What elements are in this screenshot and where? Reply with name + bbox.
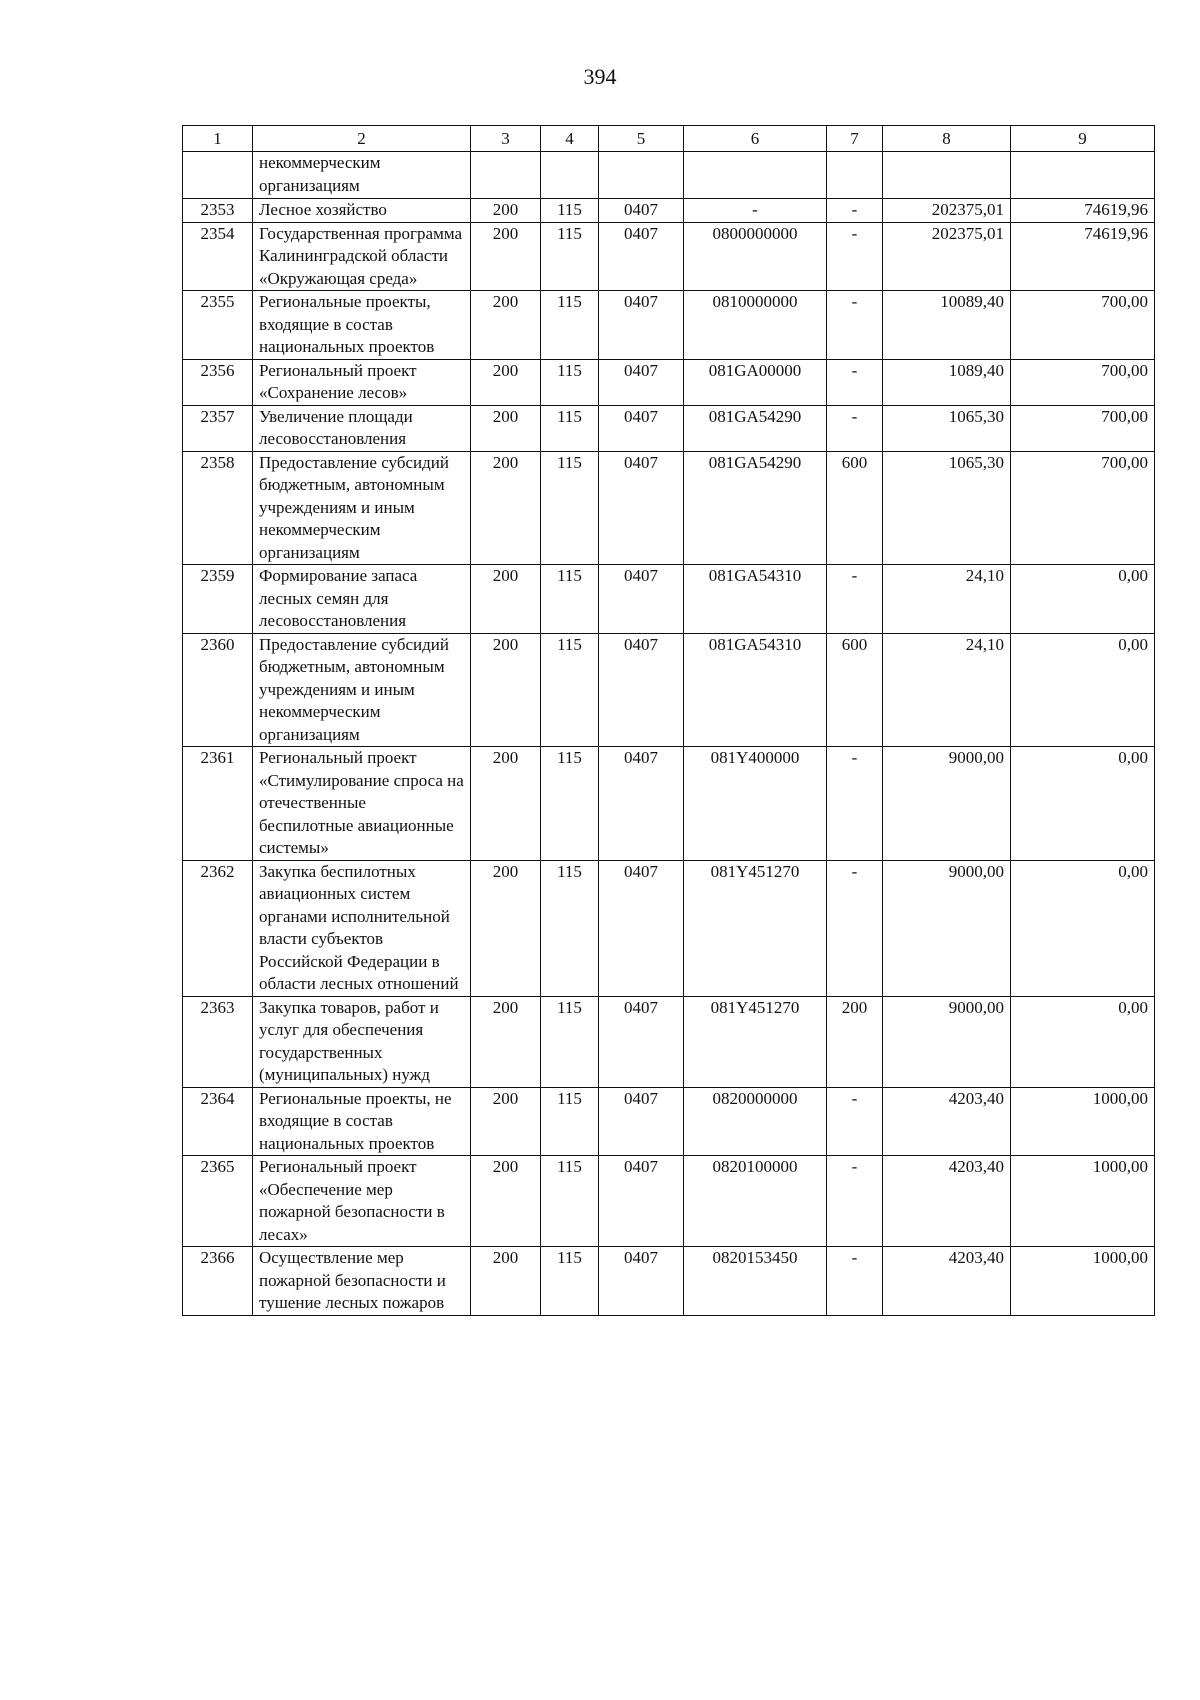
row-col4-cell: 115 [541, 405, 599, 451]
row-col6-cell: 081GA54290 [684, 451, 827, 565]
row-col5-cell: 0407 [599, 451, 684, 565]
row-col5-cell: 0407 [599, 359, 684, 405]
row-col3-cell: 200 [471, 1087, 541, 1156]
row-col5-cell: 0407 [599, 747, 684, 861]
row-col6-cell: 081Y451270 [684, 860, 827, 996]
row-col5-cell: 0407 [599, 1247, 684, 1316]
table-row [183, 291, 1155, 360]
row-description-cell: Государственная программа Калининградской области «Окружающая среда» [253, 222, 471, 291]
table-row [183, 1247, 1155, 1316]
row-col4-cell: 115 [541, 1156, 599, 1247]
row-description-cell: Закупка товаров, работ и услуг для обеспечения государственных (муниципальных) нужд [253, 996, 471, 1087]
page-number: 394 [583, 64, 617, 89]
row-col7-cell [827, 152, 883, 199]
row-col3-cell: 200 [471, 747, 541, 861]
row-number-cell: 2357 [183, 405, 253, 451]
row-col6-cell: - [684, 199, 827, 223]
row-col5-cell: 0407 [599, 1156, 684, 1247]
row-col7-cell: - [827, 1087, 883, 1156]
row-col8-cell: 1065,30 [883, 405, 1011, 451]
row-col8-cell [883, 152, 1011, 199]
row-col4-cell [541, 152, 599, 199]
row-col5-cell: 0407 [599, 291, 684, 360]
row-description-cell: Осуществление мер пожарной безопасности и тушение лесных пожаров [253, 1247, 471, 1316]
row-description-cell: Предоставление субсидий бюджетным, автономным учреждениям и иным некоммерческим организациям [253, 451, 471, 565]
row-col9-cell: 700,00 [1011, 291, 1155, 360]
row-col8-cell: 10089,40 [883, 291, 1011, 360]
row-number-cell [183, 152, 253, 199]
row-col7-cell: 200 [827, 996, 883, 1087]
row-number-cell: 2366 [183, 1247, 253, 1316]
row-col7-cell: 600 [827, 633, 883, 747]
row-col9-cell: 0,00 [1011, 633, 1155, 747]
row-col4-cell: 115 [541, 747, 599, 861]
row-col7-cell: - [827, 860, 883, 996]
header-cell-5: 5 [599, 126, 684, 152]
row-col5-cell [599, 152, 684, 199]
row-col3-cell [471, 152, 541, 199]
row-col4-cell: 115 [541, 860, 599, 996]
row-col4-cell: 115 [541, 359, 599, 405]
row-number-cell: 2365 [183, 1156, 253, 1247]
header-cell-3: 3 [471, 126, 541, 152]
table-row [183, 1156, 1155, 1247]
table-row [183, 222, 1155, 291]
row-number-cell: 2356 [183, 359, 253, 405]
row-number-cell: 2353 [183, 199, 253, 223]
row-col4-cell: 115 [541, 1087, 599, 1156]
row-col3-cell: 200 [471, 291, 541, 360]
row-number-cell: 2363 [183, 996, 253, 1087]
row-description-cell: Региональные проекты, входящие в состав национальных проектов [253, 291, 471, 360]
row-col6-cell: 081GA54310 [684, 633, 827, 747]
row-col7-cell: 600 [827, 451, 883, 565]
row-col9-cell: 700,00 [1011, 451, 1155, 565]
table-row [183, 996, 1155, 1087]
table-header-row [183, 126, 1155, 152]
row-col6-cell: 0810000000 [684, 291, 827, 360]
row-col8-cell: 24,10 [883, 633, 1011, 747]
table-row [183, 199, 1155, 223]
row-col6-cell: 0820153450 [684, 1247, 827, 1316]
row-col9-cell: 1000,00 [1011, 1156, 1155, 1247]
row-col3-cell: 200 [471, 222, 541, 291]
row-col5-cell: 0407 [599, 565, 684, 634]
row-col9-cell: 0,00 [1011, 860, 1155, 996]
header-cell-4: 4 [541, 126, 599, 152]
row-description-cell: Лесное хозяйство [253, 199, 471, 223]
row-col5-cell: 0407 [599, 405, 684, 451]
continuation-row [183, 152, 1155, 199]
row-col3-cell: 200 [471, 633, 541, 747]
row-description-cell: Региональный проект «Сохранение лесов» [253, 359, 471, 405]
row-number-cell: 2361 [183, 747, 253, 861]
row-col4-cell: 115 [541, 451, 599, 565]
row-col7-cell: - [827, 222, 883, 291]
row-col9-cell: 700,00 [1011, 359, 1155, 405]
row-number-cell: 2358 [183, 451, 253, 565]
header-cell-1: 1 [183, 126, 253, 152]
row-col6-cell: 0820000000 [684, 1087, 827, 1156]
row-col3-cell: 200 [471, 199, 541, 223]
row-col5-cell: 0407 [599, 633, 684, 747]
row-col5-cell: 0407 [599, 860, 684, 996]
row-col6-cell: 081GA00000 [684, 359, 827, 405]
row-number-cell: 2355 [183, 291, 253, 360]
row-col8-cell: 4203,40 [883, 1247, 1011, 1316]
table-row [183, 1087, 1155, 1156]
row-col7-cell: - [827, 405, 883, 451]
row-col8-cell: 9000,00 [883, 996, 1011, 1087]
row-col9-cell: 74619,96 [1011, 222, 1155, 291]
row-col8-cell: 4203,40 [883, 1156, 1011, 1247]
row-col3-cell: 200 [471, 565, 541, 634]
row-col6-cell: 081Y451270 [684, 996, 827, 1087]
row-col6-cell: 081Y400000 [684, 747, 827, 861]
row-number-cell: 2360 [183, 633, 253, 747]
row-col5-cell: 0407 [599, 996, 684, 1087]
row-col9-cell [1011, 152, 1155, 199]
row-col7-cell: - [827, 565, 883, 634]
row-col5-cell: 0407 [599, 1087, 684, 1156]
row-col4-cell: 115 [541, 1247, 599, 1316]
row-description-cell: некоммерческим организациям [253, 152, 471, 199]
row-col3-cell: 200 [471, 860, 541, 996]
row-col8-cell: 24,10 [883, 565, 1011, 634]
row-number-cell: 2364 [183, 1087, 253, 1156]
row-col7-cell: - [827, 1156, 883, 1247]
row-col4-cell: 115 [541, 222, 599, 291]
header-cell-6: 6 [684, 126, 827, 152]
row-col3-cell: 200 [471, 359, 541, 405]
row-description-cell: Закупка беспилотных авиационных систем органами исполнительной власти субъектов Российской Федерации в области лесных отношений [253, 860, 471, 996]
row-col9-cell: 700,00 [1011, 405, 1155, 451]
row-col4-cell: 115 [541, 996, 599, 1087]
row-col7-cell: - [827, 199, 883, 223]
row-col9-cell: 1000,00 [1011, 1087, 1155, 1156]
table-row [183, 633, 1155, 747]
row-col8-cell: 4203,40 [883, 1087, 1011, 1156]
row-col9-cell: 0,00 [1011, 565, 1155, 634]
table-row [183, 747, 1155, 861]
row-number-cell: 2362 [183, 860, 253, 996]
row-col4-cell: 115 [541, 633, 599, 747]
row-col8-cell: 202375,01 [883, 199, 1011, 223]
row-col8-cell: 1089,40 [883, 359, 1011, 405]
row-col8-cell: 9000,00 [883, 747, 1011, 861]
row-col3-cell: 200 [471, 1247, 541, 1316]
row-col9-cell: 1000,00 [1011, 1247, 1155, 1316]
row-col3-cell: 200 [471, 1156, 541, 1247]
row-description-cell: Региональный проект «Стимулирование спроса на отечественные беспилотные авиационные системы» [253, 747, 471, 861]
row-col9-cell: 0,00 [1011, 996, 1155, 1087]
budget-table [182, 125, 1155, 1316]
header-cell-8: 8 [883, 126, 1011, 152]
row-col4-cell: 115 [541, 565, 599, 634]
row-col6-cell: 081GA54290 [684, 405, 827, 451]
row-col6-cell: 081GA54310 [684, 565, 827, 634]
row-col9-cell: 0,00 [1011, 747, 1155, 861]
row-col3-cell: 200 [471, 451, 541, 565]
row-col9-cell: 74619,96 [1011, 199, 1155, 223]
table-row [183, 359, 1155, 405]
row-description-cell: Увеличение площади лесовосстановления [253, 405, 471, 451]
header-cell-9: 9 [1011, 126, 1155, 152]
row-description-cell: Предоставление субсидий бюджетным, автономным учреждениям и иным некоммерческим организациям [253, 633, 471, 747]
table-row [183, 451, 1155, 565]
row-col4-cell: 115 [541, 291, 599, 360]
row-col7-cell: - [827, 359, 883, 405]
header-cell-2: 2 [253, 126, 471, 152]
row-col3-cell: 200 [471, 405, 541, 451]
row-col7-cell: - [827, 291, 883, 360]
header-cell-7: 7 [827, 126, 883, 152]
row-col8-cell: 9000,00 [883, 860, 1011, 996]
row-description-cell: Формирование запаса лесных семян для лесовосстановления [253, 565, 471, 634]
row-col7-cell: - [827, 747, 883, 861]
table-row [183, 405, 1155, 451]
row-col8-cell: 1065,30 [883, 451, 1011, 565]
row-col3-cell: 200 [471, 996, 541, 1087]
row-col7-cell: - [827, 1247, 883, 1316]
row-col5-cell: 0407 [599, 222, 684, 291]
row-description-cell: Региональные проекты, не входящие в состав национальных проектов [253, 1087, 471, 1156]
table-row [183, 565, 1155, 634]
row-description-cell: Региональный проект «Обеспечение мер пожарной безопасности в лесах» [253, 1156, 471, 1247]
row-col6-cell [684, 152, 827, 199]
row-col8-cell: 202375,01 [883, 222, 1011, 291]
row-number-cell: 2359 [183, 565, 253, 634]
row-col4-cell: 115 [541, 199, 599, 223]
row-col5-cell: 0407 [599, 199, 684, 223]
row-number-cell: 2354 [183, 222, 253, 291]
table-row [183, 860, 1155, 996]
row-col6-cell: 0800000000 [684, 222, 827, 291]
row-col6-cell: 0820100000 [684, 1156, 827, 1247]
